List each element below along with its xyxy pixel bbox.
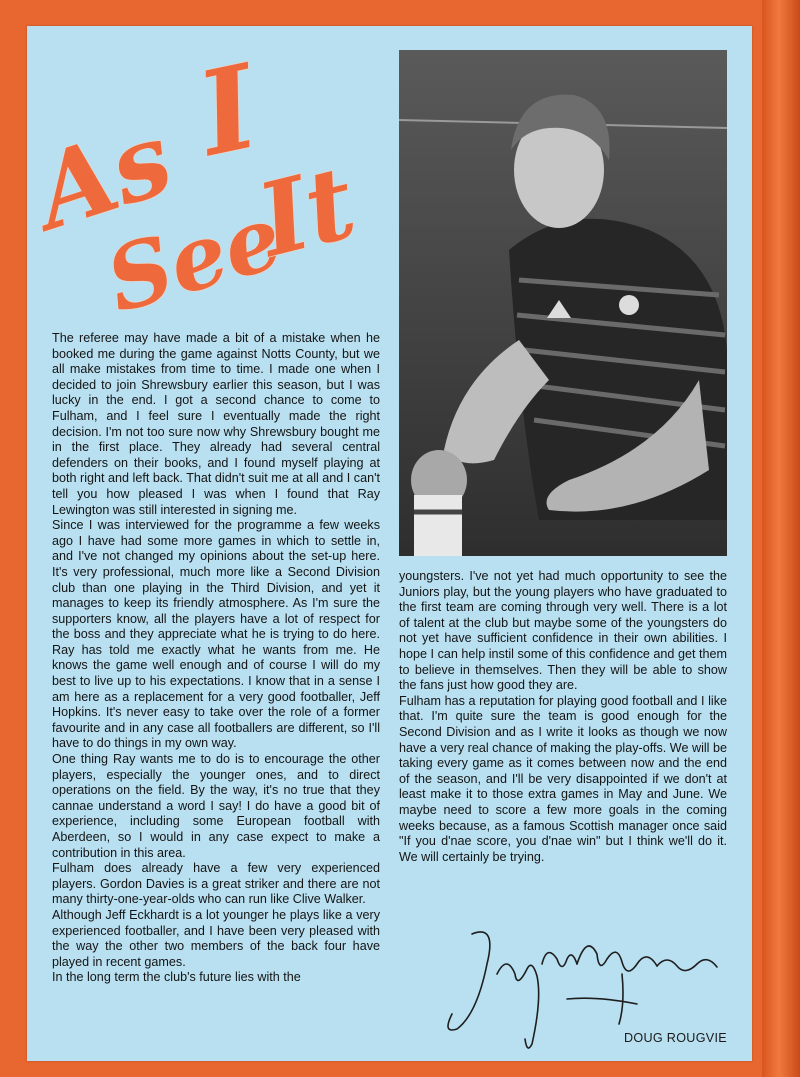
article-paragraph: Fulham has a reputation for playing good football and I like that. I'm quite sure the team is good enough for the Second Division and as I write it looks as though we now have a very real chance of making the play-offs. We will be taking every game as it comes between now and the end of the season, and I'll be very disappointed if we don't at least make it to those extra games in May and June. We maybe need to score a few more goals in the coming weeks because, as a famous Scottish manager once said "If you d'nae score, you d'nae win" but I think we'll do it. We will certainly be trying. xyxy=(399,693,727,864)
article-paragraph: Fulham does already have a few very experienced players. Gordon Davies is a great striker and there are not many thirty-one-year-olds who can run like Clive Walker. xyxy=(52,861,380,907)
article-column-left xyxy=(52,331,380,986)
article-panel xyxy=(27,26,752,1061)
article-paragraph: In the long term the club's future lies with the xyxy=(52,970,301,985)
author-name: DOUG ROUGVIE xyxy=(624,1031,727,1045)
article-paragraph: One thing Ray wants me to do is to encourage the other players, especially the younger ones, and to direct operations on the field. By the way, it's no true that they cannae understand a word I say! I do have a good bit of experience, including some European football with Aberdeen, so I would in any case expect to make a contribution in this area. xyxy=(52,752,380,860)
article-paragraph: The referee may have made a bit of a mistake when he booked me during the game against Notts County, but we all make mistakes from time to time. I made one when I decided to join Shrewsbury earlier this season, but I was lucky in the end. I got a second chance to come to Fulham, and I feel sure I eventually made the right decision. I'm not too sure now why Shrewsbury bought me in the first place. They already had several central defenders on their books, and I found myself playing at both right and left back. That didn't suit me at all and I can't tell you how pleased I was when I found that Ray Lewington was still interested in signing me. xyxy=(52,331,381,517)
headline xyxy=(27,26,397,326)
headline-art xyxy=(27,26,397,326)
headline-word-it: It xyxy=(247,142,367,280)
headline-word-i: I xyxy=(187,39,269,183)
article-paragraph: Although Jeff Eckhardt is a lot younger he plays like a very experienced footballer, and I have been very pleased with the way the other two members of the back four have played in recent games. xyxy=(52,907,380,969)
headline-word-as: As xyxy=(27,98,186,253)
headline-word-see: See xyxy=(95,184,293,326)
magazine-spine xyxy=(762,0,800,1077)
footballer-portrait-icon xyxy=(399,50,727,556)
article-paragraph: youngsters. I've not yet had much opportunity to see the Juniors play, but the young players who have graduated to the first team are coming through very well. There is a lot of talent at the club but maybe some of the youngsters do not yet have sufficient confidence in their own abilities. I hope I can help instil some of this confidence and get them to believe in themselves. Then they will be able to show the fans just how good they are. xyxy=(399,569,727,693)
player-photo xyxy=(399,50,727,556)
article-paragraph: Since I was interviewed for the programme a few weeks ago I have had some more games in which to settle in, and I've not changed my opinions about the set-up here. It's very professional, much more like a Second Division club than one playing in the Third Division, and yet it manages to keep its friendly atmosphere. As I'm sure the supporters know, all the players have a lot of respect for the boss and they appreciate what he is trying to do here. Ray has told me exactly what he wants from me. He knows the game well enough and of course I will do my best to live up to his expectations. I know that in a sense I am here as a replacement for a very good footballer, Jeff Hopkins. It's never easy to take over the role of a former favourite and in any case all footballers are different, so I'll have to do things in my own way. xyxy=(52,518,380,751)
article-column-right xyxy=(399,569,727,865)
